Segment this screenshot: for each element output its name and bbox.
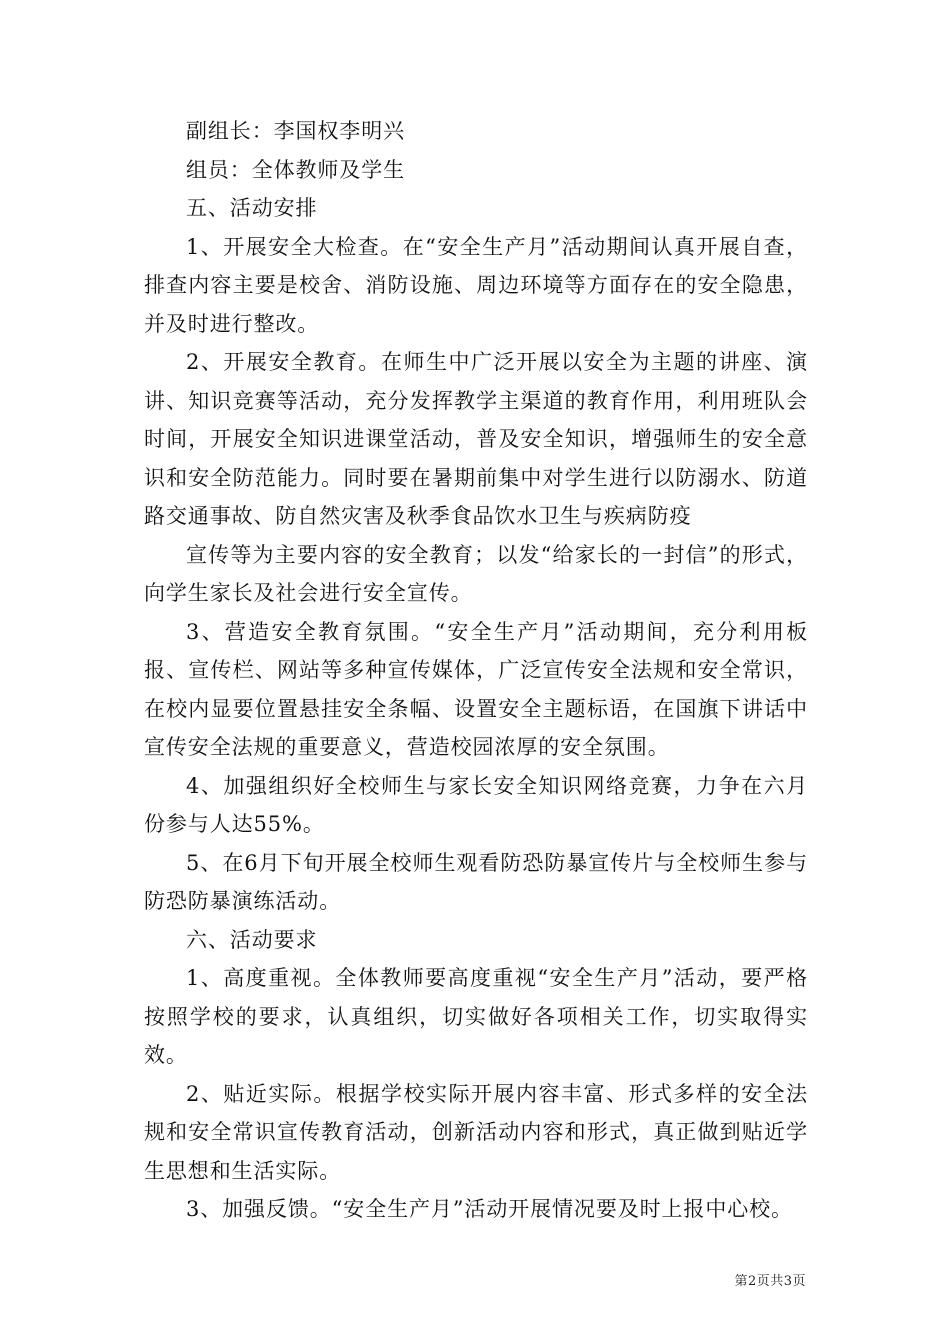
document-body xyxy=(144,112,808,1229)
page-number-footer: 第2页共3页 xyxy=(734,1274,806,1289)
arrangement-item-5: 5、在6月下旬开展全校师生观看防恐防暴宣传片与全校师生参与防恐防暴演练活动。 xyxy=(144,850,808,913)
deputy-leader-line: 副组长：李国权李明兴 xyxy=(186,119,405,143)
arrangement-item-4: 4、加强组织好全校师生与家长安全知识网络竞赛，力争在六月份参与人达55%。 xyxy=(144,773,808,836)
members-line: 组员：全体教师及学生 xyxy=(186,157,405,182)
arrangement-item-2-continued: 宣传等为主要内容的安全教育；以发“给家长的一封信”的形式，向学生家长及社会进行安全宣传。 xyxy=(144,542,808,605)
requirement-item-1: 1、高度重视。全体教师要高度重视“安全生产月”活动，要严格按照学校的要求，认真组织，切实做好各项相关工作，切实取得实效。 xyxy=(144,966,808,1067)
requirement-item-3: 3、加强反馈。“安全生产月”活动开展情况要及时上报中心校。 xyxy=(186,1197,793,1221)
arrangement-item-1: 1、开展安全大检查。在“安全生产月”活动期间认真开展自查，排查内容主要是校舍、消防设施、周边环境等方面存在的安全隐患，并及时进行整改。 xyxy=(144,234,808,336)
section-heading-activity-arrangement: 五、活动安排 xyxy=(186,196,318,220)
requirement-item-2: 2、贴近实际。根据学校实际开展内容丰富、形式多样的安全法规和安全常识宣传教育活动，创新活动内容和形式，真正做到贴近学生思想和生活实际。 xyxy=(144,1081,808,1183)
arrangement-item-2: 2、开展安全教育。在师生中广泛开展以安全为主题的讲座、演讲、知识竞赛等活动，充分发挥教学主渠道的教育作用，利用班队会时间，开展安全知识进课堂活动，普及安全知识，增强师生的安全意识和安全防范能力。同时要在暑期前集中对学生进行以防溺水、防道路交通事故、防自然灾害及秋季食品饮水卫生与疾病防疫 xyxy=(144,350,808,528)
section-heading-activity-requirements: 六、活动要求 xyxy=(186,927,318,952)
arrangement-item-3: 3、营造安全教育氛围。“安全生产月”活动期间，充分利用板报、宣传栏、网站等多种宣传媒体，广泛宣传安全法规和安全常识，在校内显要位置悬挂安全条幅、设置安全主题标语，在国旗下讲话中宣传安全法规的重要意义，营造校园浓厚的安全氛围。 xyxy=(144,619,808,759)
